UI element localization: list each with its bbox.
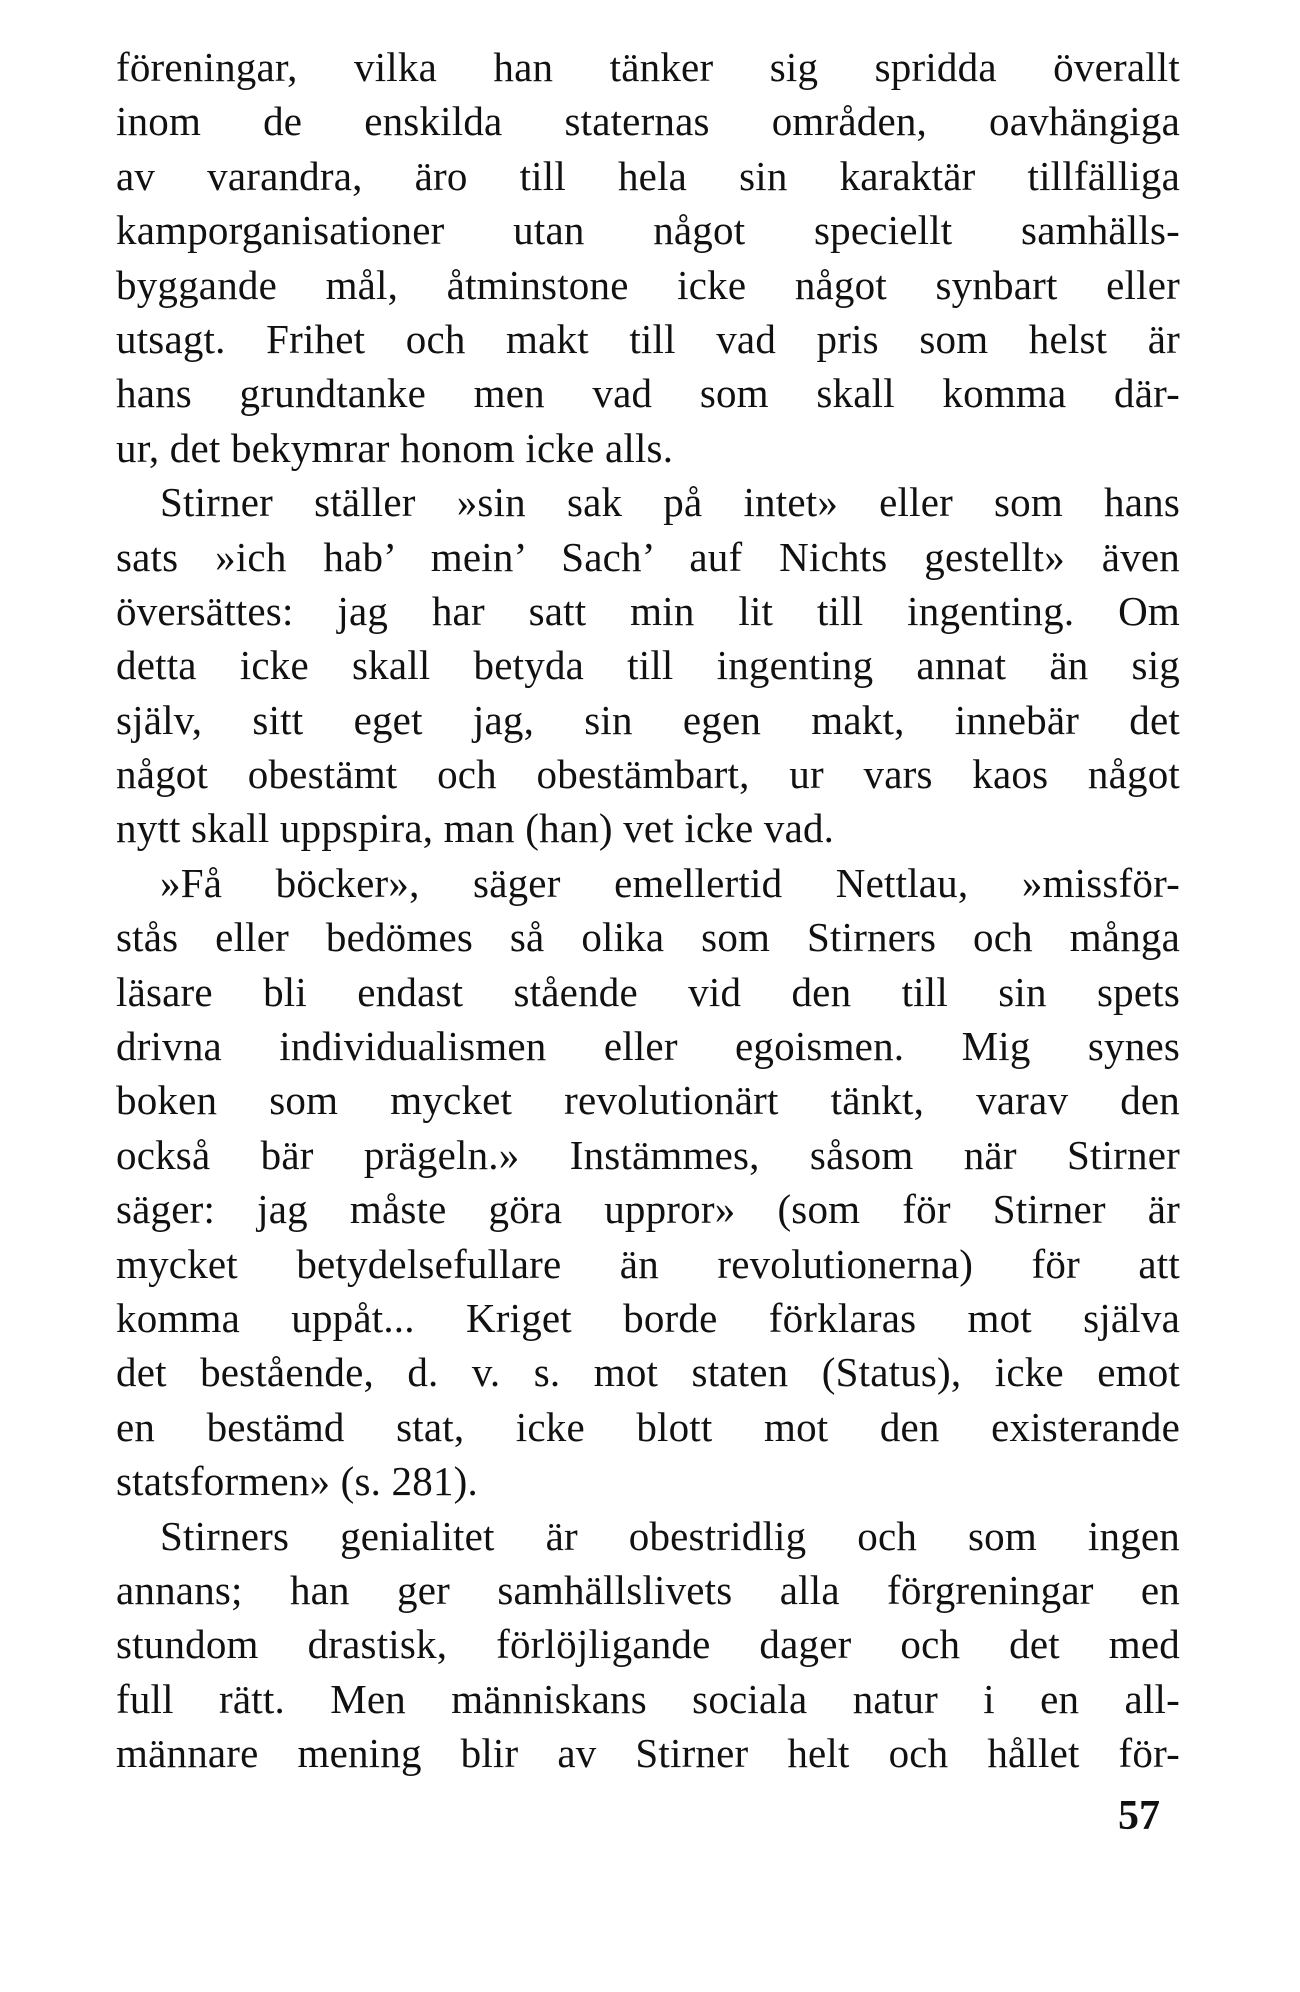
text-line: av varandra, äro till hela sin karaktär tillfälliga xyxy=(116,152,1180,199)
text-line: föreningar, vilka han tänker sig spridda överallt xyxy=(116,44,1180,90)
text-line: Stirners genialitet är obestridlig och som ingen xyxy=(160,1512,1180,1559)
text-line: det bestående, d. v. s. mot staten (Status), icke emot xyxy=(116,1349,1180,1396)
text-line: stås eller bedömes så olika som Stirners och många xyxy=(116,914,1180,961)
text-line: boken som mycket revolutionärt tänkt, varav den xyxy=(116,1077,1180,1124)
text-line: utsagt. Frihet och makt till vad pris som helst är xyxy=(116,315,1180,362)
text-line: inom de enskilda staternas områden, oavhängiga xyxy=(116,98,1180,145)
text-line: säger: jag måste göra uppror» (som för Stirner är xyxy=(116,1186,1180,1233)
text-line: själv, sitt eget jag, sin egen makt, innebär det xyxy=(116,696,1180,743)
text-line: statsformen» (s. 281). xyxy=(116,1458,478,1505)
text-line: männare mening blir av Stirner helt och hållet för- xyxy=(116,1730,1180,1777)
text-line: hans grundtanke men vad som skall komma där- xyxy=(116,370,1180,417)
text-line: byggande mål, åtminstone icke något synbart eller xyxy=(116,261,1180,308)
text-line: »Få böcker», säger emellertid Nettlau, »missför- xyxy=(160,859,1180,906)
text-line: också bär prägeln.» Instämmes, såsom när Stirner xyxy=(116,1131,1180,1178)
text-line: mycket betydelsefullare än revolutionerna) för att xyxy=(116,1240,1180,1287)
text-line: läsare bli endast stående vid den till sin spets xyxy=(116,968,1180,1015)
text-line: komma uppåt... Kriget borde förklaras mot själva xyxy=(116,1294,1180,1341)
text-line: ur, det bekymrar honom icke alls. xyxy=(116,424,674,471)
page-number: 57 xyxy=(1118,1793,1160,1839)
text-line: drivna individualismen eller egoismen. Mig synes xyxy=(116,1023,1180,1070)
text-line: detta icke skall betyda till ingenting annat än sig xyxy=(116,642,1180,689)
text-line: nytt skall uppspira, man (han) vet icke vad. xyxy=(116,805,835,852)
text-line: Stirner ställer »sin sak på intet» eller som hans xyxy=(160,479,1180,526)
text-line: sats »ich hab’ mein’ Sach’ auf Nichts gestellt» även xyxy=(116,533,1180,580)
text-line: kamporganisationer utan något speciellt samhälls- xyxy=(116,207,1180,254)
text-line: annans; han ger samhällslivets alla förgreningar en xyxy=(116,1566,1180,1613)
text-line: stundom drastisk, förlöjligande dager och det med xyxy=(116,1621,1180,1668)
body-text xyxy=(116,40,1180,1781)
text-line: full rätt. Men människans sociala natur i en all- xyxy=(116,1675,1180,1722)
text-line: översättes: jag har satt min lit till ingenting. Om xyxy=(116,587,1180,634)
text-line: något obestämt och obestämbart, ur vars kaos något xyxy=(116,751,1180,798)
text-line: en bestämd stat, icke blott mot den existerande xyxy=(116,1403,1180,1450)
